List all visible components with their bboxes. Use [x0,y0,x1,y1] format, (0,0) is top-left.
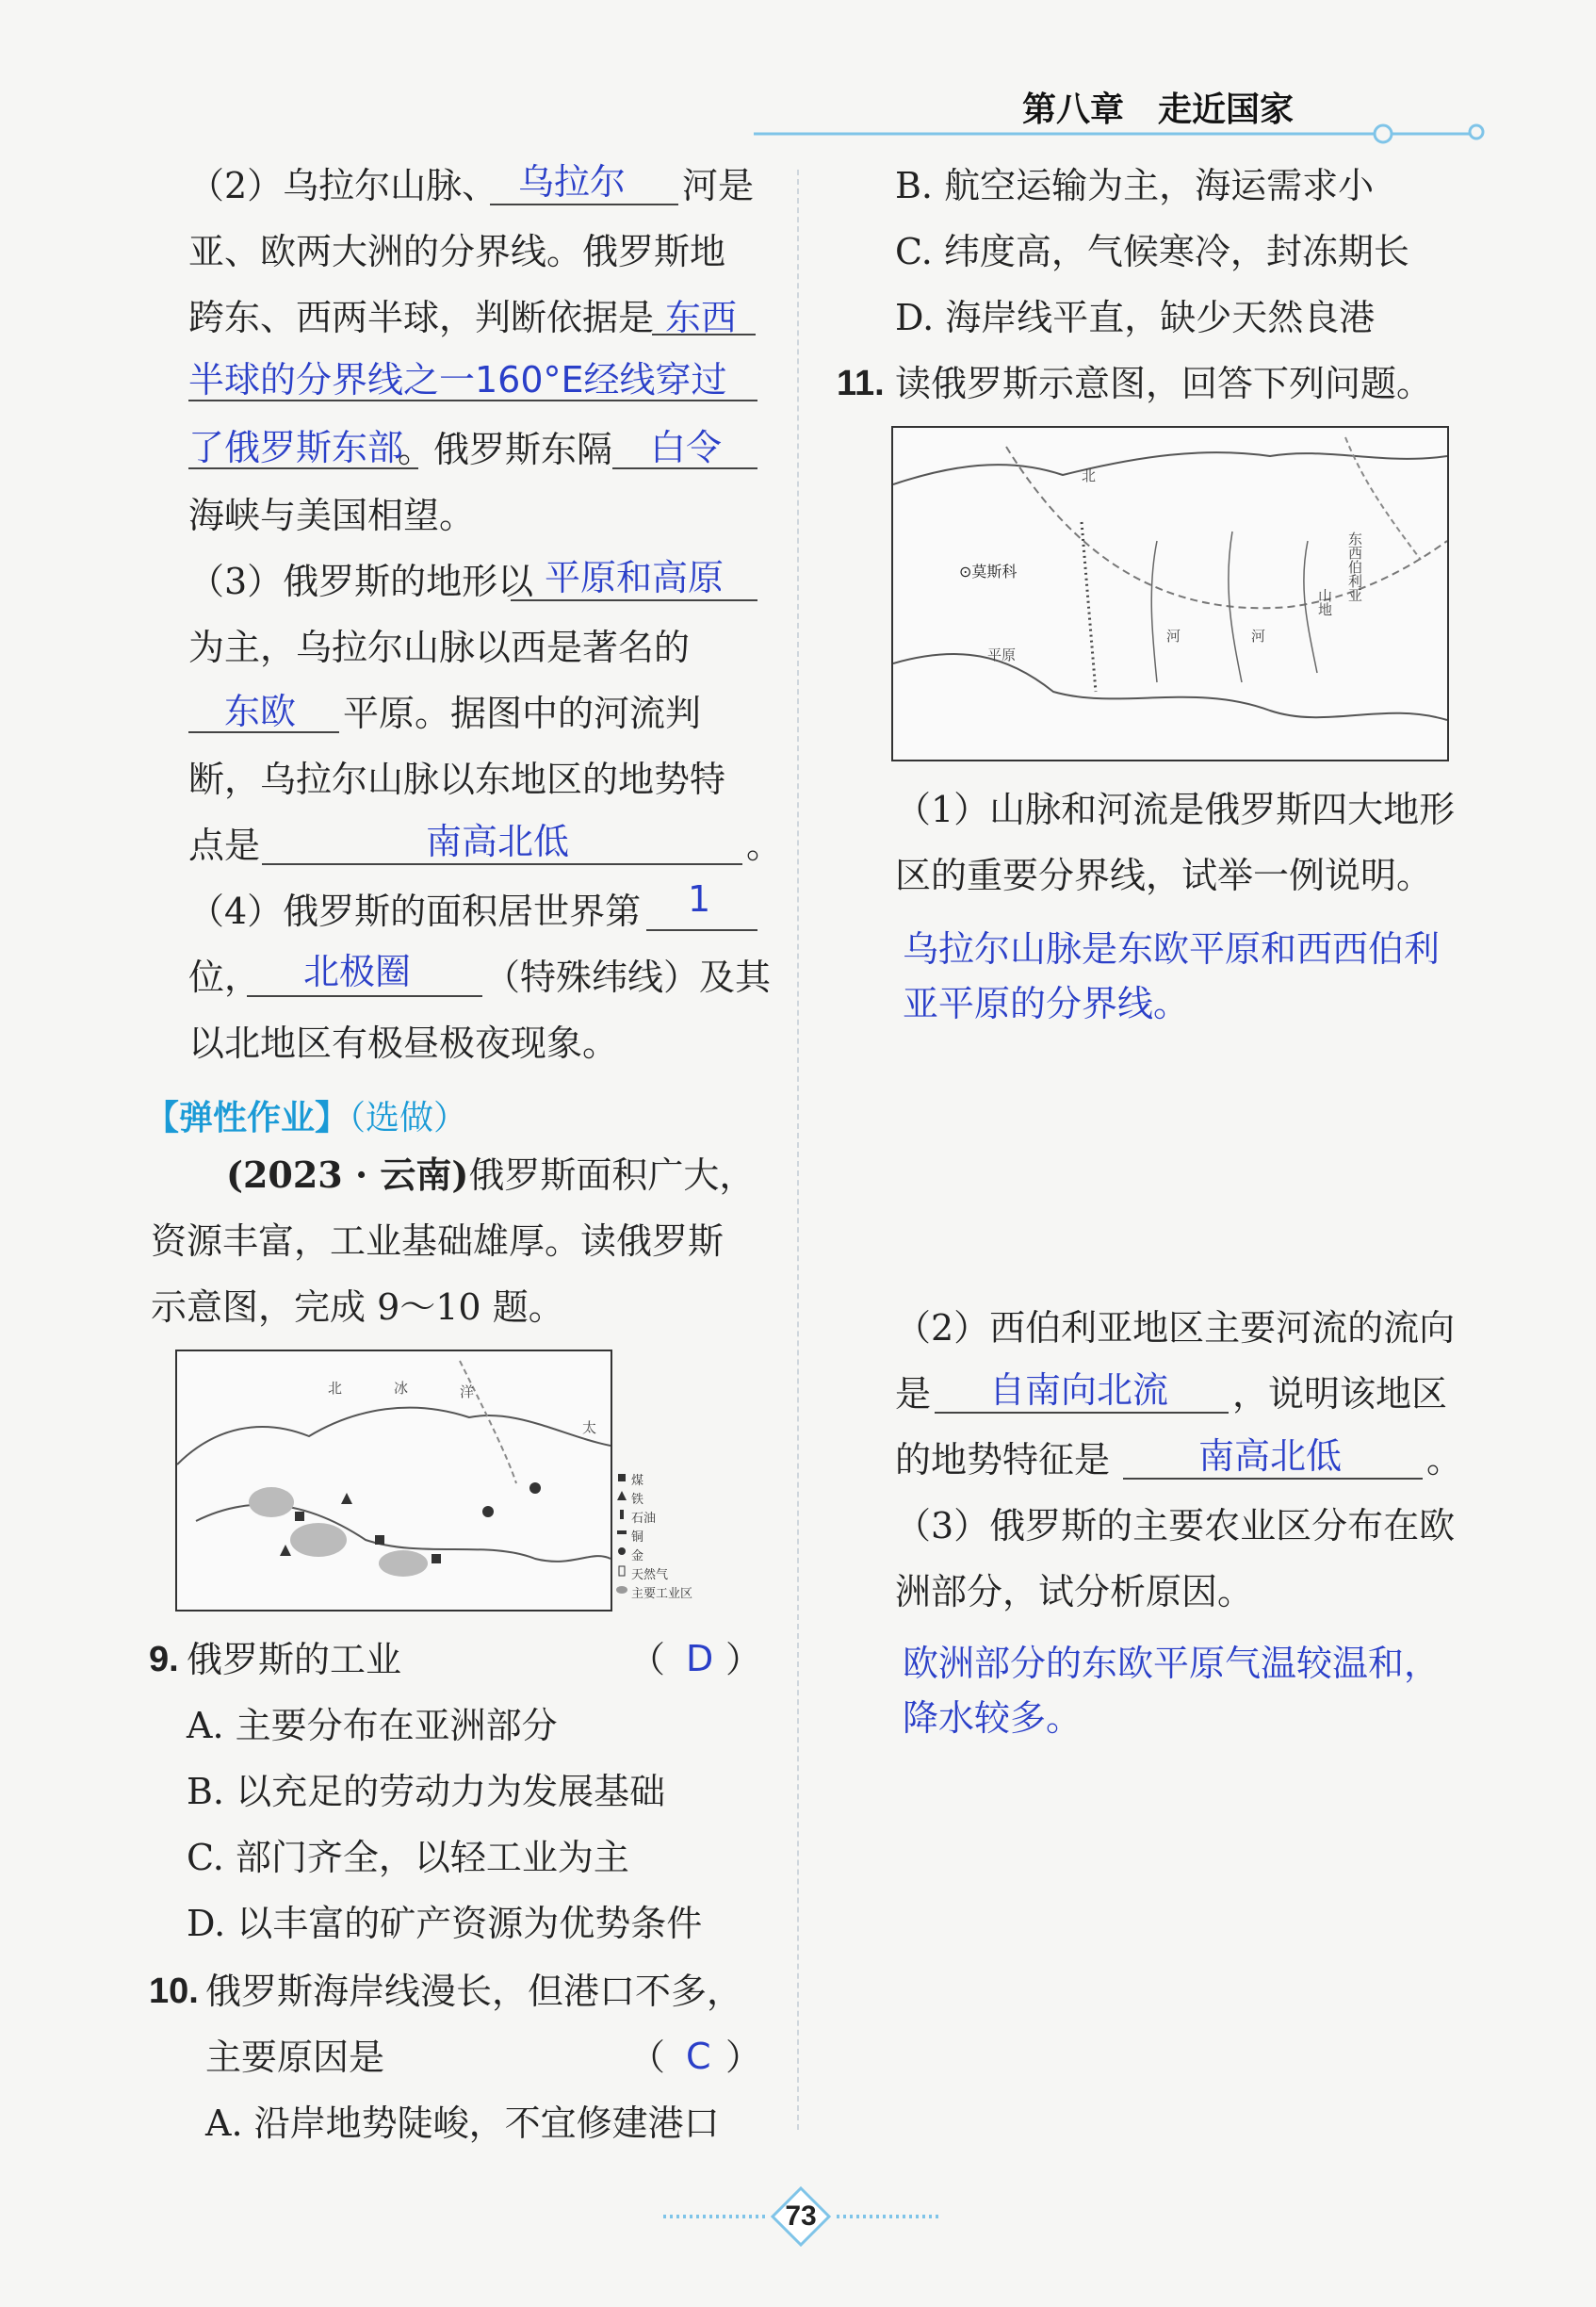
q11-answer1-line1: 乌拉尔山脉是东欧平原和西西伯利 [903,928,1441,970]
q11-part3-line2: 洲部分，试分析原因。 [895,1571,1254,1612]
q11-answer1-line2: 亚平原的分界线。 [903,983,1190,1024]
intro-line1 [226,1154,756,1196]
answer-terrain: 平原和高原 [545,557,725,598]
q11-part2-line2a: 是 [895,1373,932,1415]
q11-part2-line3a: 的地势特征是 [895,1439,1111,1481]
map2-label-moscow: ⊙莫斯科 [959,563,1018,581]
q9-option-b: B. 以充足的劳动力为发展基础 [187,1771,666,1812]
q10-stem1: 俄罗斯海岸线漫长，但港口不多， [205,1971,743,2012]
q4-line1: （4）俄罗斯的面积居世界第 [188,891,642,932]
q2-line3a: 跨东、西两半球，判断依据是 [188,297,655,338]
map2-label-mountains: 山地 [1316,588,1333,616]
answer-ural-river: 乌拉尔 [518,161,627,203]
q3-line5: 点是 [188,825,261,866]
intro-text1: 俄罗斯面积广大， [468,1154,756,1196]
chapter-title: 第八章 走近国家 [1022,90,1295,129]
answer-hemisphere-3: 了俄罗斯东部 [188,427,404,468]
q2-line1b: 河是 [682,165,755,206]
q10-answer: C [686,2036,711,2077]
section-title [145,1091,467,1139]
q9-option-a: A. 主要分布在亚洲部分 [187,1705,558,1746]
blank-8 [247,995,482,997]
russia-industry-map [175,1350,612,1612]
q10-paren-right: ） [725,2037,762,2078]
q10-option-b: B. 航空运输为主，海运需求小 [895,165,1375,206]
answer-bering: 白令 [650,427,723,468]
column-divider [797,170,799,2130]
map1-label-ice: 冰 [394,1380,409,1397]
map2-label-north: 北 [1082,467,1097,484]
q10-number: 10. [149,1972,199,2011]
q11-part2-line2b: ，说明该地区 [1232,1373,1448,1415]
q11-stem: 读俄罗斯示意图，回答下列问题。 [895,363,1433,404]
q2-line1a: （2）乌拉尔山脉、 [188,165,498,206]
q9-option-c: C. 部门齐全，以轻工业为主 [187,1837,629,1878]
q9-paren-left: （ [629,1639,666,1680]
q3-line5-end: 。 [746,825,783,866]
section-label: 【弹性作业】 [145,1099,350,1137]
q9-stem: 俄罗斯的工业 [187,1639,402,1680]
legend-industry: 主要工业区 [631,1587,693,1601]
blank-2b [188,400,757,401]
intro-line3: 示意图，完成 9～10 题。 [151,1286,564,1328]
q9-option-d: D. 以丰富的矿产资源为优势条件 [187,1903,703,1944]
answer-arctic-circle: 北极圈 [303,951,412,992]
map2-label-river2: 河 [1251,628,1266,645]
q9-paren-right: ） [725,1639,762,1680]
answer-hemisphere-2: 半球的分界线之一160°E经线穿过 [188,359,727,401]
q11-answer4-line2: 降水较多。 [903,1697,1083,1739]
q4-line2b: （特殊纬线）及其 [484,957,772,998]
map2-label-plain: 平原 [987,646,1017,663]
intro-line2: 资源丰富，工业基础雄厚。读俄罗斯 [151,1220,725,1262]
header-decoration [754,121,1489,149]
q3-line4: 断，乌拉尔山脉以东地区的地势特 [188,759,726,800]
q3-line2: 为主，乌拉尔山脉以西是著名的 [188,627,691,668]
q2-line4a: 。俄罗斯东隔 [398,429,613,470]
legend-symbols [614,1470,629,1602]
q11-part1-line2: 区的重要分界线，试举一例说明。 [895,855,1433,896]
q10-option-c: C. 纬度高，气候寒冷，封冻期长 [895,231,1409,272]
legend-oil: 石油 [631,1512,657,1526]
q10-paren-left: （ [629,2037,666,2078]
answer-slope: 南高北低 [426,821,570,862]
blank-2c [188,467,418,469]
q11-number: 11. [837,364,885,403]
map1-label-ocean: 洋 [460,1383,475,1400]
map1-label-pacific: 太 [582,1419,597,1436]
legend-iron: 铁 [631,1493,644,1507]
q9-number: 9. [149,1640,179,1679]
answer-hemisphere-1: 东西 [665,297,738,338]
q11-answer4-line1: 欧洲部分的东欧平原气温较温和， [903,1643,1441,1684]
q11-part3-line1: （3）俄罗斯的主要农业区分布在欧 [895,1505,1456,1546]
q10-option-a: A. 沿岸地势陡峻，不宜修建港口 [205,2102,720,2144]
q10-option-d: D. 海岸线平直，缺少天然良港 [895,297,1376,338]
q4-line3: 以北地区有极昼极夜现象。 [188,1023,619,1064]
q4-line2a: 位， [188,957,261,998]
q2-line2: 亚、欧两大洲的分界线。俄罗斯地 [188,231,726,272]
q3-line1: （3）俄罗斯的地形以 [188,561,534,602]
section-optional: （选做） [349,1099,468,1137]
q11-answer2: 自南向北流 [989,1369,1169,1411]
page-number-decoration [660,2186,942,2247]
map1-legend [614,1470,737,1612]
blank-7 [646,929,757,931]
q11-part2-line1: （2）西伯利亚地区主要河流的流向 [895,1307,1456,1349]
map2-label-river1: 河 [1166,628,1181,645]
russia-terrain-map [891,426,1449,761]
legend-coal: 煤 [631,1474,644,1488]
q11-part1-line1: （1）山脉和河流是俄罗斯四大地形 [895,789,1456,830]
q11-part2-line3b: 。 [1426,1439,1463,1481]
q2-line5: 海峡与美国相望。 [188,495,476,536]
legend-gas: 天然气 [631,1568,669,1582]
page-number: 73 [785,2201,817,2232]
q11-answer3: 南高北低 [1198,1435,1343,1477]
q3-line3: 平原。据图中的河流判 [343,693,702,734]
legend-copper: 铜 [631,1530,644,1545]
map2-label-east-siberia: 东西伯利亚 [1346,532,1363,602]
legend-gold: 金 [631,1549,644,1563]
intro-source: (2023 · 云南) [226,1154,469,1196]
map1-label-north: 北 [328,1380,343,1397]
answer-east-europe: 东欧 [224,691,297,732]
q9-answer: D [686,1638,714,1679]
answer-rank: 1 [688,878,711,920]
q10-stem2: 主要原因是 [205,2037,385,2078]
